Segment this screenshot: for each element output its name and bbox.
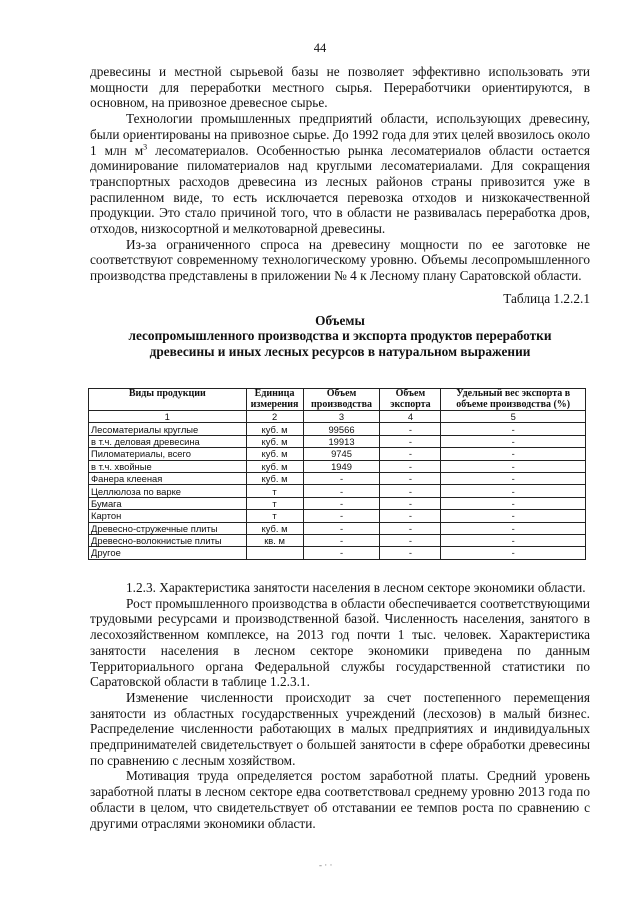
col-number: 3 bbox=[303, 411, 380, 423]
table-row bbox=[89, 448, 586, 460]
header-production-volume: Объем производства bbox=[303, 389, 380, 411]
paragraph-1: древесины и местной сырьевой базы не позволяет эффективно использовать эти мощности для переработки местного сырья. Переработчики ориентируются, в основном, на привозное древесное сырье. bbox=[90, 64, 590, 111]
header-export-share: Удельный вес экспорта в объеме производства (%) bbox=[441, 389, 586, 411]
scan-marks: - · · bbox=[319, 860, 333, 870]
cell-product: Картон bbox=[89, 510, 247, 522]
cell-product: в т.ч. деловая древесина bbox=[89, 435, 247, 447]
header-unit: Единица измерения bbox=[246, 389, 303, 411]
cell-unit: куб. м bbox=[246, 472, 303, 484]
table-number-row bbox=[89, 411, 586, 423]
table-row bbox=[89, 460, 586, 472]
cell-product: в т.ч. хвойные bbox=[89, 460, 247, 472]
cell-export-share: - bbox=[441, 460, 586, 472]
paragraph-4: Рост промышленного производства в области обеспечивается соответствующими трудовыми ресурсами и производственной базой. Численность населения, занятого в лесохозяйственном комплексе, на 2013 год почти 1 тыс. человек. Характеристика занятости населения в лесном секторе экономики приведена по данным Территориального органа Федеральной службы государственной статистики по Саратовской области в таблице 1.2.3.1. bbox=[90, 595, 590, 690]
cell-export-share: - bbox=[441, 435, 586, 447]
cell-unit: т bbox=[246, 485, 303, 497]
cell-unit: куб. м bbox=[246, 460, 303, 472]
cell-production: - bbox=[303, 522, 380, 534]
cell-export: - bbox=[380, 485, 441, 497]
cell-export-share: - bbox=[441, 485, 586, 497]
cell-unit: т bbox=[246, 497, 303, 509]
body-bottom bbox=[90, 580, 590, 831]
cell-unit: куб. м bbox=[246, 435, 303, 447]
col-number: 1 bbox=[89, 411, 247, 423]
cell-production: 19913 bbox=[303, 435, 380, 447]
cell-unit: куб. м bbox=[246, 522, 303, 534]
cell-export: - bbox=[380, 435, 441, 447]
cell-production: - bbox=[303, 497, 380, 509]
cell-unit: куб. м bbox=[246, 423, 303, 435]
cell-unit: кв. м bbox=[246, 534, 303, 546]
table-row bbox=[89, 510, 586, 522]
cell-production: - bbox=[303, 510, 380, 522]
cell-export-share: - bbox=[441, 547, 586, 559]
cell-production: 9745 bbox=[303, 448, 380, 460]
cell-export: - bbox=[380, 510, 441, 522]
table-row bbox=[89, 534, 586, 546]
section-heading: 1.2.3. Характеристика занятости населения в лесном секторе экономики области. bbox=[126, 580, 586, 595]
cell-export-share: - bbox=[441, 472, 586, 484]
cell-export: - bbox=[380, 497, 441, 509]
paragraph-6: Мотивация труда определяется ростом заработной платы. Средний уровень заработной платы в лесном секторе едва соответствовал среднему уровню 2013 года по области в целом, что свидетельствует об отставании ее темпов роста по сравнению с другими отраслями экономики области. bbox=[90, 768, 590, 831]
table-row bbox=[89, 547, 586, 559]
production-table bbox=[88, 388, 586, 560]
cell-export-share: - bbox=[441, 534, 586, 546]
table-label: Таблица 1.2.2.1 bbox=[503, 290, 590, 306]
cell-export: - bbox=[380, 534, 441, 546]
cell-export-share: - bbox=[441, 448, 586, 460]
table-row bbox=[89, 435, 586, 447]
table-row bbox=[89, 522, 586, 534]
table-row bbox=[89, 497, 586, 509]
cell-export: - bbox=[380, 522, 441, 534]
paragraph-2-part-b: лесоматериалов. Особенностью рынка лесоматериалов области остается доминирование пиломатериалов над круглыми лесоматериалами. Для сокращения транспортных расходов древесина из лесных районов страны привозится уже в распиленном виде, то есть исключается перевозка отходов и низкокачественной продукции. Это стало причиной того, что в области не развивалась переработка дров, отходов, низкосортной и мелкотоварной древесины. bbox=[90, 142, 590, 237]
cell-production: - bbox=[303, 472, 380, 484]
cell-unit bbox=[246, 547, 303, 559]
table-header-row bbox=[89, 389, 586, 411]
paragraph-3: Из-за ограниченного спроса на древесину мощности по ее заготовке не соответствуют современному технологическому уровню. Объемы лесопромышленного производства представлены в приложении № 4 к Лесному плану Саратовской области. bbox=[90, 236, 590, 284]
superscript-3: 3 bbox=[143, 142, 148, 152]
cell-product: Пиломатериалы, всего bbox=[89, 448, 247, 460]
paragraph-5: Изменение численности происходит за счет постепенного перемещения занятости из областных государственных учреждений (лесхозов) в малый бизнес. Распределение численности работающих в малых предприятиях и индивидуальных предпринимателей свидетельствует о большей занятости в сфере обработки древесины по сравнению с лесным хозяйством. bbox=[90, 689, 590, 768]
body-top bbox=[90, 64, 590, 360]
table-title-line-3: древесины и иных лесных ресурсов в натуральном выражении bbox=[149, 343, 531, 359]
cell-product: Древесно-волокнистые плиты bbox=[89, 534, 247, 546]
cell-unit: куб. м bbox=[246, 448, 303, 460]
cell-production: 99566 bbox=[303, 423, 380, 435]
cell-product: Другое bbox=[89, 547, 247, 559]
header-export-volume: Объем экспорта bbox=[380, 389, 441, 411]
cell-product: Целлюлоза по варке bbox=[89, 485, 247, 497]
cell-product: Лесоматериалы круглые bbox=[89, 423, 247, 435]
header-product-type: Виды продукции bbox=[89, 389, 247, 411]
table-row bbox=[89, 472, 586, 484]
table-row bbox=[89, 485, 586, 497]
col-number: 2 bbox=[246, 411, 303, 423]
cell-export-share: - bbox=[441, 522, 586, 534]
cell-product: Древесно-стружечные плиты bbox=[89, 522, 247, 534]
page-number: 44 bbox=[313, 41, 327, 55]
cell-production: - bbox=[303, 534, 380, 546]
col-number: 4 bbox=[380, 411, 441, 423]
table-title-line-1: Объемы bbox=[315, 312, 365, 328]
cell-export-share: - bbox=[441, 510, 586, 522]
cell-export: - bbox=[380, 448, 441, 460]
cell-export-share: - bbox=[441, 423, 586, 435]
cell-product: Бумага bbox=[89, 497, 247, 509]
cell-export: - bbox=[380, 472, 441, 484]
cell-unit: т bbox=[246, 510, 303, 522]
table-row bbox=[89, 423, 586, 435]
cell-export: - bbox=[380, 547, 441, 559]
cell-export: - bbox=[380, 423, 441, 435]
cell-export-share: - bbox=[441, 497, 586, 509]
paragraph-2-part-a: Технологии промышленных предприятий области, использующих древесину, были ориентированы на привозное сырье. До 1992 года для этих целей ввозилось около 1 млн м bbox=[90, 111, 590, 158]
cell-production: - bbox=[303, 485, 380, 497]
cell-export: - bbox=[380, 460, 441, 472]
cell-product: Фанера клееная bbox=[89, 472, 247, 484]
table-title-line-2: лесопромышленного производства и экспорта продуктов переработки bbox=[128, 328, 552, 344]
table-body bbox=[89, 423, 586, 559]
paragraph-2 bbox=[90, 111, 590, 237]
cell-production: - bbox=[303, 547, 380, 559]
cell-production: 1949 bbox=[303, 460, 380, 472]
col-number: 5 bbox=[441, 411, 586, 423]
